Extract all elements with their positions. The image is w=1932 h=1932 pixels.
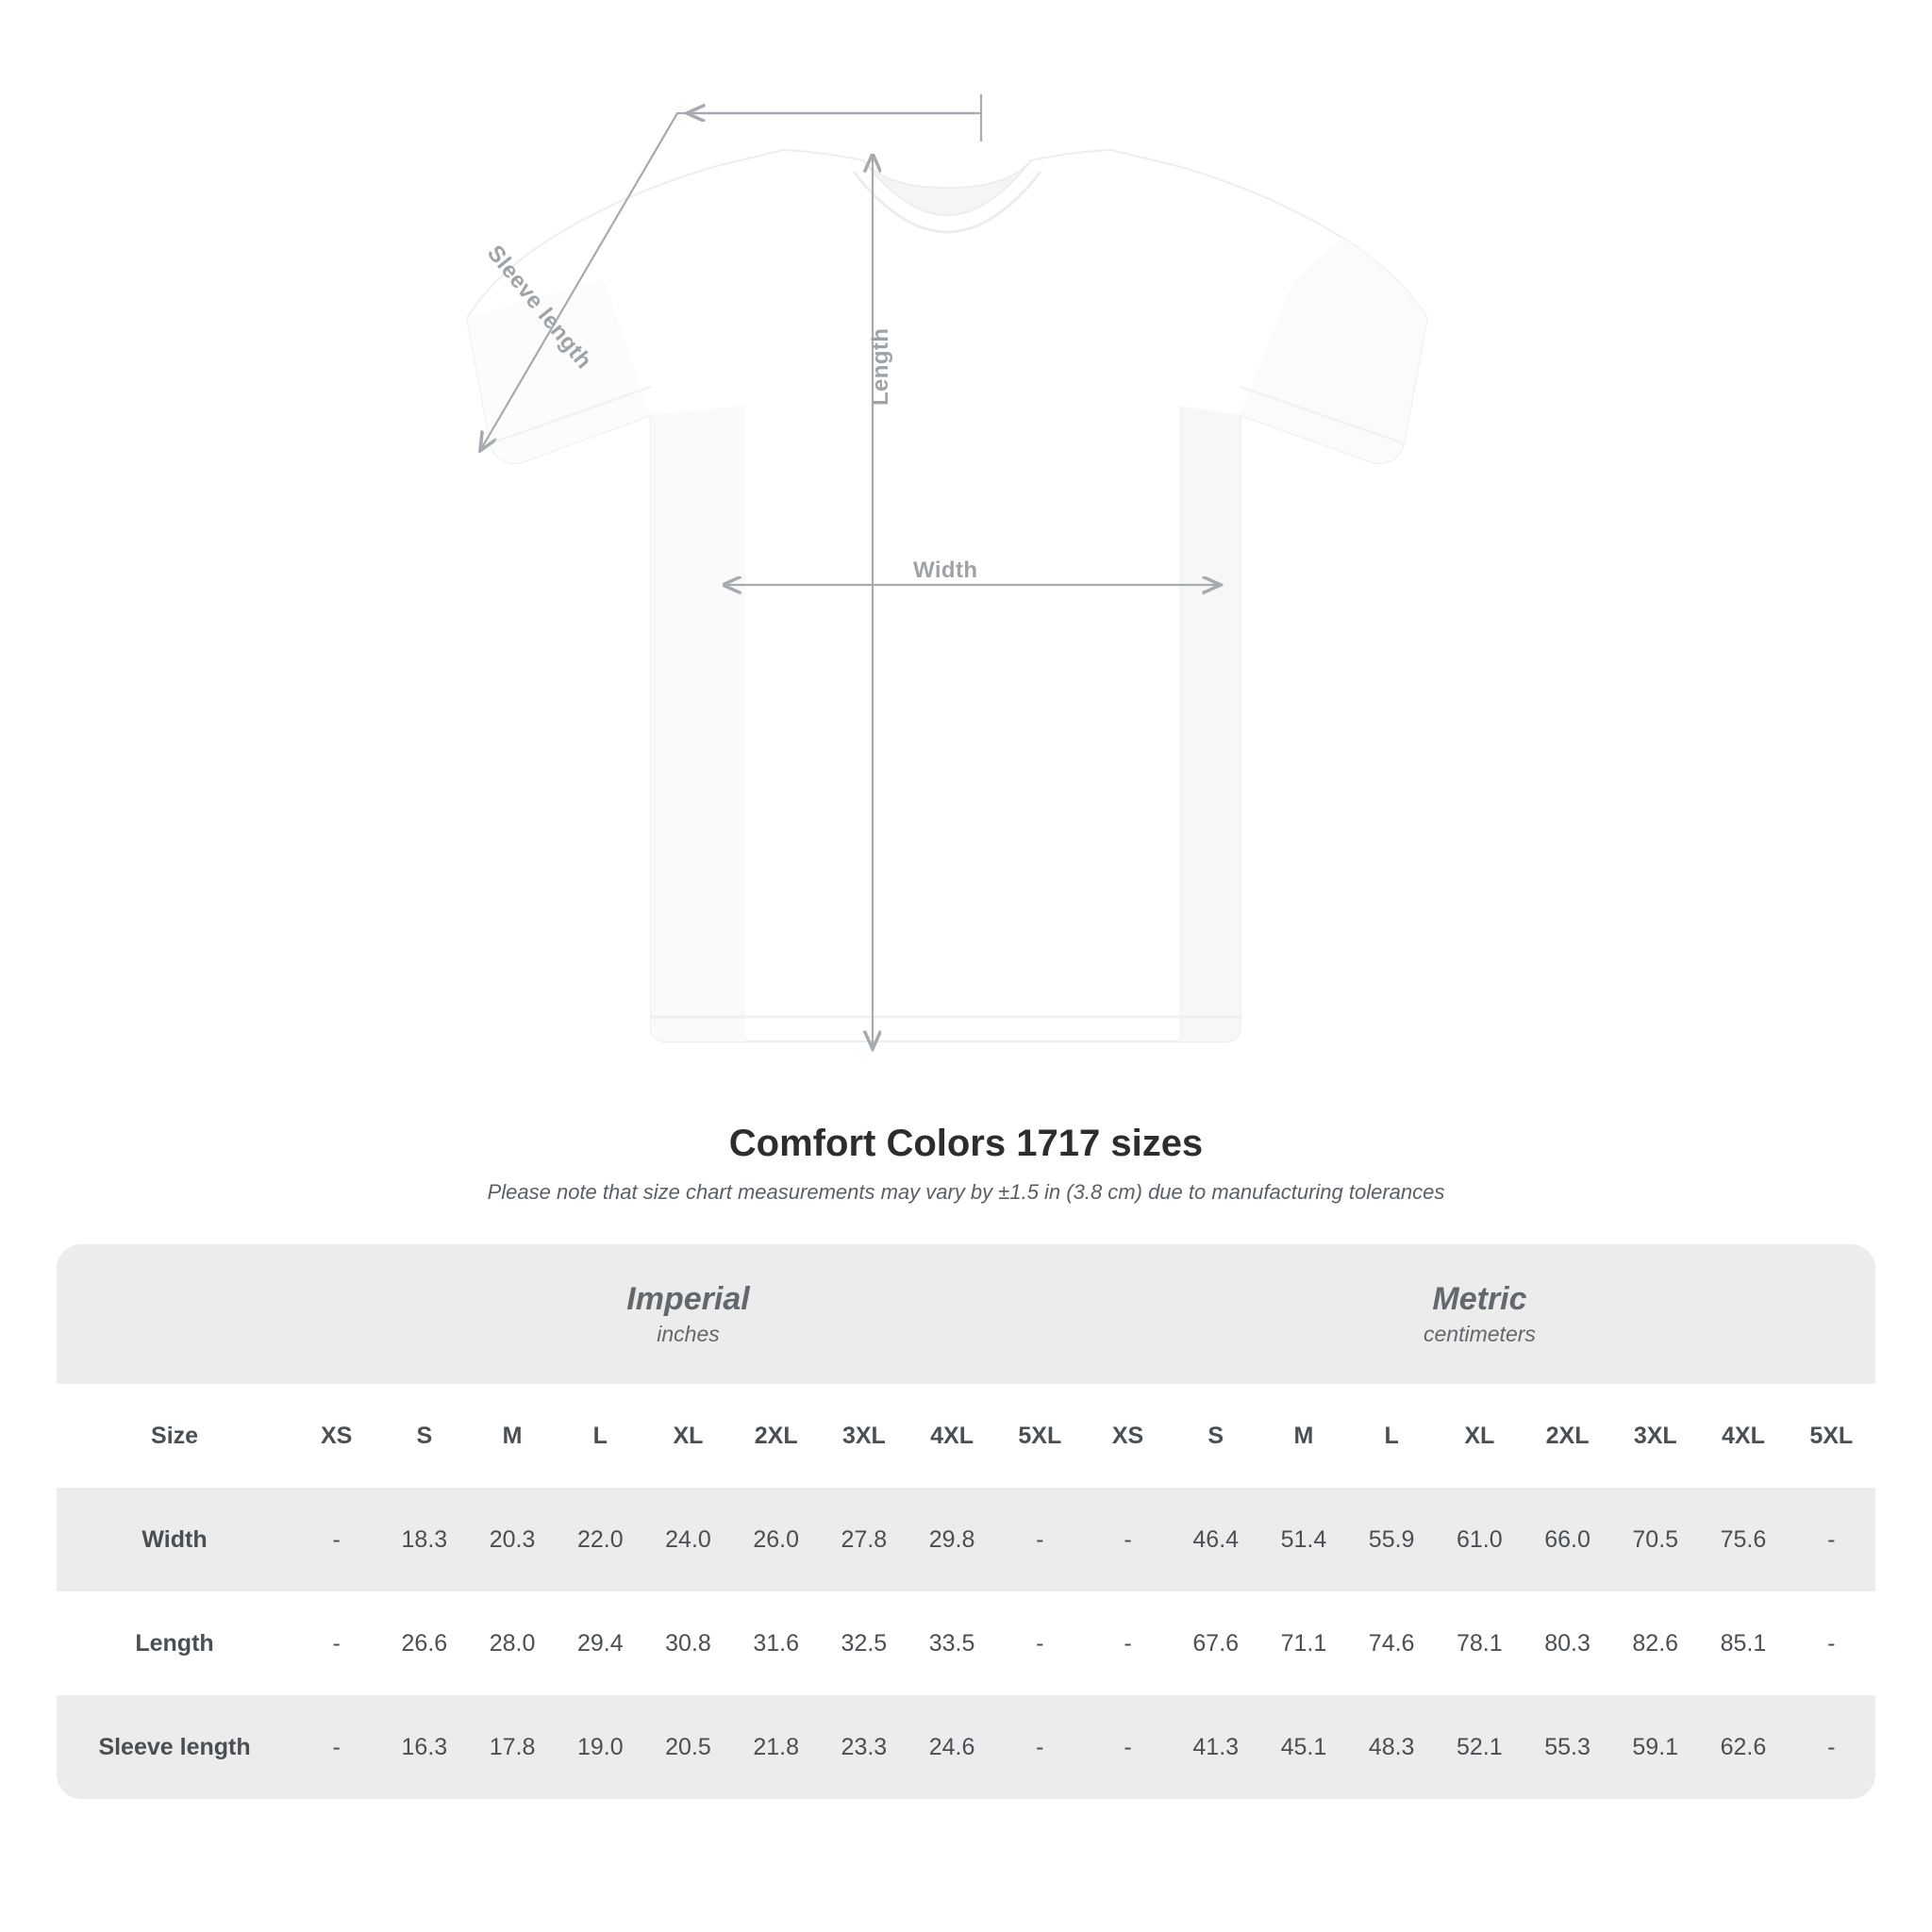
cell-sleeve-metric-xl: 52.1 [1436, 1695, 1524, 1799]
cell-sleeve-metric-l: 48.3 [1348, 1695, 1436, 1799]
cell-sleeve-metric-2xl: 55.3 [1524, 1695, 1611, 1799]
row-label-width: Width [57, 1488, 292, 1591]
cell-width-metric-l: 55.9 [1348, 1488, 1436, 1591]
cell-sleeve-metric-m: 45.1 [1259, 1695, 1347, 1799]
cell-length-imperial-xs: - [292, 1591, 380, 1695]
table-row [57, 1488, 1875, 1591]
size-table-wrapper [57, 1244, 1875, 1799]
cell-length-imperial-3xl: 32.5 [820, 1591, 908, 1695]
cell-length-metric-5xl: - [1788, 1591, 1875, 1695]
cell-width-imperial-m: 20.3 [468, 1488, 556, 1591]
size-col-metric-3xl: 3XL [1611, 1384, 1699, 1488]
cell-sleeve-imperial-3xl: 23.3 [820, 1695, 908, 1799]
cell-length-metric-m: 71.1 [1259, 1591, 1347, 1695]
unit-imperial-sub: inches [657, 1322, 720, 1347]
unit-spacer-cell [57, 1244, 292, 1384]
cell-length-imperial-5xl: - [996, 1591, 1084, 1695]
unit-group-imperial [292, 1244, 1084, 1384]
cell-sleeve-imperial-xs: - [292, 1695, 380, 1799]
cell-width-metric-2xl: 66.0 [1524, 1488, 1611, 1591]
tshirt-shape [467, 150, 1427, 1041]
cell-width-imperial-5xl: - [996, 1488, 1084, 1591]
cell-sleeve-metric-3xl: 59.1 [1611, 1695, 1699, 1799]
page-title: Comfort Colors 1717 sizes [728, 1123, 1204, 1164]
size-col-metric-4xl: 4XL [1699, 1384, 1787, 1488]
cell-width-metric-5xl: - [1788, 1488, 1875, 1591]
title-block [0, 1123, 1932, 1205]
cell-width-metric-3xl: 70.5 [1611, 1488, 1699, 1591]
cell-length-metric-s: 67.6 [1172, 1591, 1259, 1695]
cell-sleeve-imperial-s: 16.3 [380, 1695, 468, 1799]
cell-length-imperial-2xl: 31.6 [732, 1591, 820, 1695]
cell-sleeve-imperial-l: 19.0 [557, 1695, 644, 1799]
cell-width-metric-s: 46.4 [1172, 1488, 1259, 1591]
cell-width-imperial-xs: - [292, 1488, 380, 1591]
cell-length-metric-l: 74.6 [1348, 1591, 1436, 1695]
size-col-imperial-l: L [557, 1384, 644, 1488]
cell-width-metric-m: 51.4 [1259, 1488, 1347, 1591]
cell-length-imperial-m: 28.0 [468, 1591, 556, 1695]
size-header-row [57, 1384, 1875, 1488]
row-label-length: Length [57, 1591, 292, 1695]
size-table [57, 1244, 1875, 1799]
size-col-metric-xs: XS [1084, 1384, 1172, 1488]
cell-length-metric-3xl: 82.6 [1611, 1591, 1699, 1695]
cell-width-imperial-3xl: 27.8 [820, 1488, 908, 1591]
cell-length-imperial-xl: 30.8 [644, 1591, 732, 1695]
sleeve-length-label: Sleeve length [482, 241, 597, 375]
size-col-metric-l: L [1348, 1384, 1436, 1488]
size-col-imperial-xl: XL [644, 1384, 732, 1488]
size-col-metric-m: M [1259, 1384, 1347, 1488]
length-label: Length [868, 327, 893, 406]
cell-length-metric-2xl: 80.3 [1524, 1591, 1611, 1695]
size-col-imperial-5xl: 5XL [996, 1384, 1084, 1488]
unit-header-row [57, 1244, 1875, 1384]
unit-metric-sub: centimeters [1424, 1322, 1536, 1347]
width-label: Width [913, 558, 978, 583]
cell-width-imperial-xl: 24.0 [644, 1488, 732, 1591]
cell-sleeve-metric-xs: - [1084, 1695, 1172, 1799]
cell-width-imperial-l: 22.0 [557, 1488, 644, 1591]
cell-width-metric-xs: - [1084, 1488, 1172, 1591]
size-col-imperial-4xl: 4XL [908, 1384, 995, 1488]
row-label-sleeve-length: Sleeve length [57, 1695, 292, 1799]
cell-sleeve-imperial-5xl: - [996, 1695, 1084, 1799]
size-col-metric-xl: XL [1436, 1384, 1524, 1488]
cell-width-imperial-2xl: 26.0 [732, 1488, 820, 1591]
cell-sleeve-metric-5xl: - [1788, 1695, 1875, 1799]
size-col-metric-5xl: 5XL [1788, 1384, 1875, 1488]
size-header-label: Size [57, 1384, 292, 1488]
cell-width-imperial-4xl: 29.8 [908, 1488, 995, 1591]
table-row [57, 1591, 1875, 1695]
cell-length-imperial-s: 26.6 [380, 1591, 468, 1695]
tolerance-note: Please note that size chart measurements may vary by ±1.5 in (3.8 cm) due to manufacturing tolerances [487, 1180, 1445, 1204]
unit-imperial-name: Imperial [626, 1280, 750, 1317]
cell-sleeve-imperial-2xl: 21.8 [732, 1695, 820, 1799]
unit-group-metric [1084, 1244, 1875, 1384]
size-col-metric-s: S [1172, 1384, 1259, 1488]
cell-length-imperial-4xl: 33.5 [908, 1591, 995, 1695]
cell-sleeve-imperial-xl: 20.5 [644, 1695, 732, 1799]
cell-width-metric-xl: 61.0 [1436, 1488, 1524, 1591]
cell-sleeve-imperial-m: 17.8 [468, 1695, 556, 1799]
size-col-imperial-xs: XS [292, 1384, 380, 1488]
cell-sleeve-imperial-4xl: 24.6 [908, 1695, 995, 1799]
cell-width-metric-4xl: 75.6 [1699, 1488, 1787, 1591]
size-col-imperial-m: M [468, 1384, 556, 1488]
size-col-metric-2xl: 2XL [1524, 1384, 1611, 1488]
cell-sleeve-metric-s: 41.3 [1172, 1695, 1259, 1799]
cell-length-metric-xl: 78.1 [1436, 1591, 1524, 1695]
cell-length-imperial-l: 29.4 [557, 1591, 644, 1695]
size-col-imperial-s: S [380, 1384, 468, 1488]
cell-width-imperial-s: 18.3 [380, 1488, 468, 1591]
cell-length-metric-xs: - [1084, 1591, 1172, 1695]
size-col-imperial-3xl: 3XL [820, 1384, 908, 1488]
size-col-imperial-2xl: 2XL [732, 1384, 820, 1488]
unit-metric-name: Metric [1432, 1280, 1527, 1317]
cell-length-metric-4xl: 85.1 [1699, 1591, 1787, 1695]
table-row [57, 1695, 1875, 1799]
cell-sleeve-metric-4xl: 62.6 [1699, 1695, 1787, 1799]
